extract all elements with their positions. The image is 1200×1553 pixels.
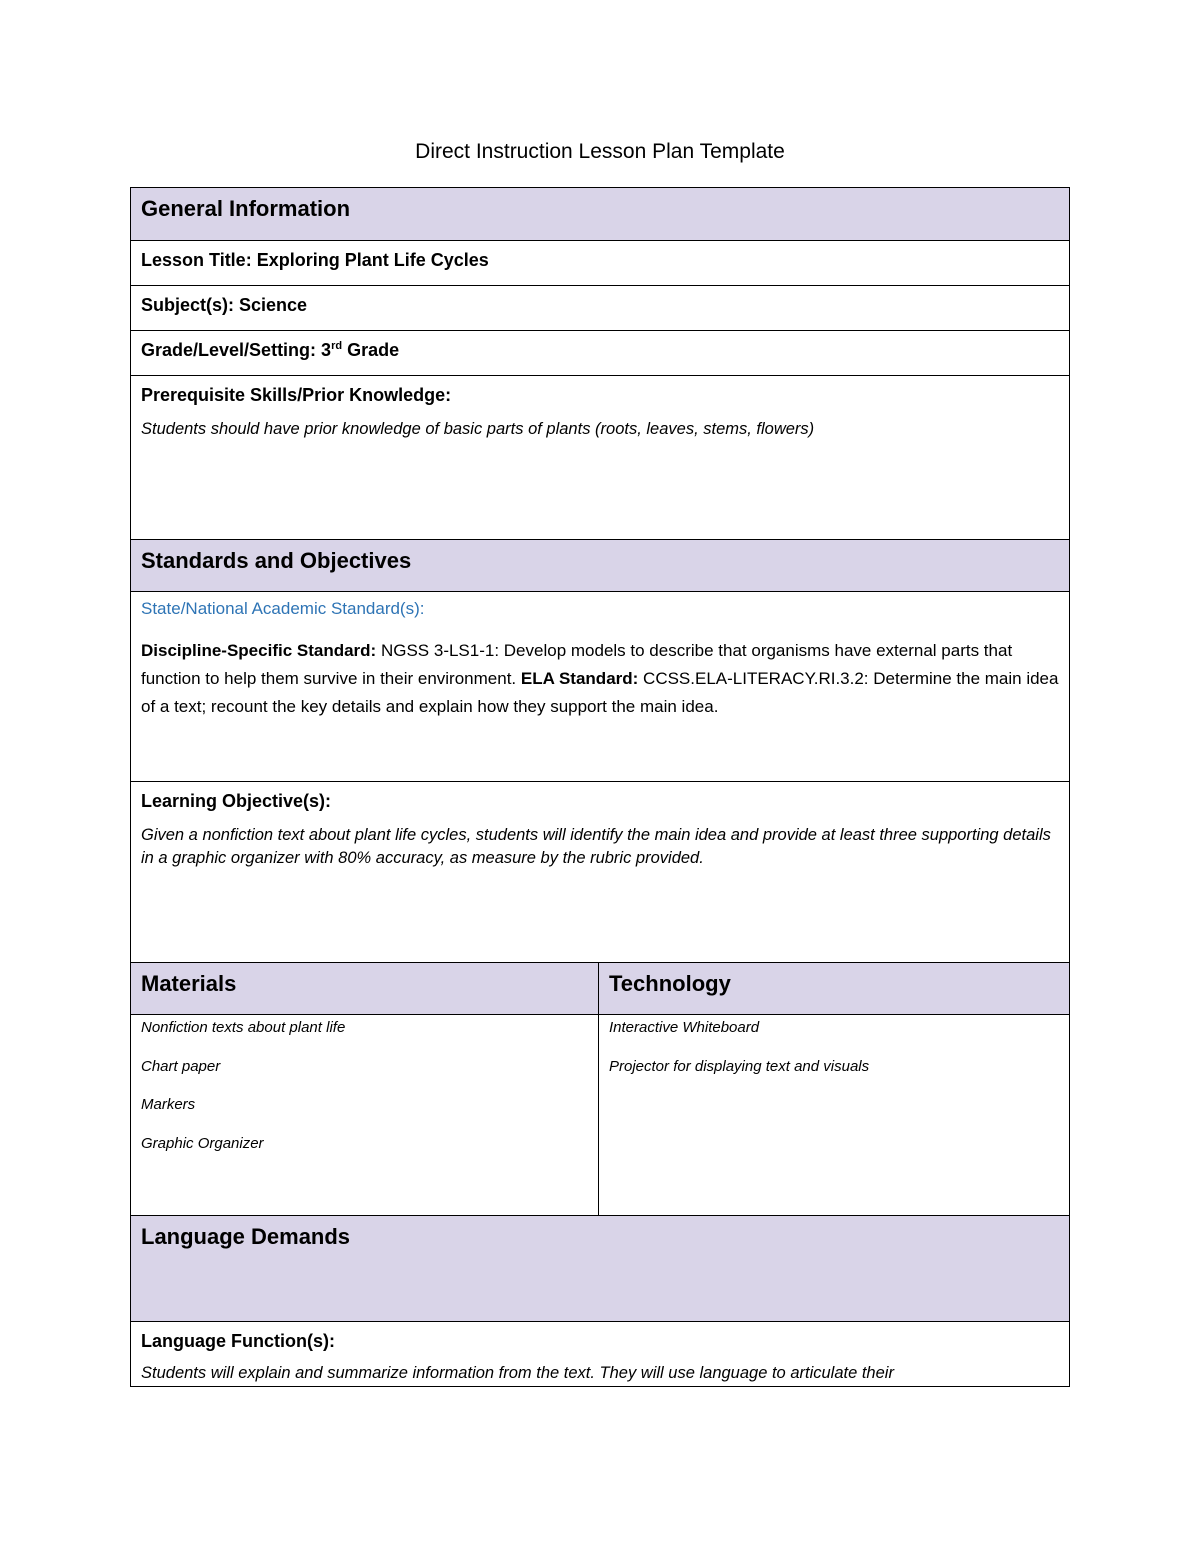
section-heading: General Information xyxy=(141,196,351,221)
list-item: Nonfiction texts about plant life xyxy=(141,1019,346,1036)
objective-text: Given a nonfiction text about plant life cycles, students will identify the main idea and provide at least three supporting details in a graphic organizer with 80% accuracy, as measure by the rubric provided. xyxy=(141,826,1051,867)
language-demands-header xyxy=(131,1216,1069,1322)
language-function-label: Language Function(s): xyxy=(141,1331,335,1351)
discipline-text: NGSS 3-LS1-1: Develop models to describe that organisms have external parts that function to help them survive in their environment. xyxy=(141,641,1013,688)
section-heading: Standards and Objectives xyxy=(141,548,412,573)
technology-list xyxy=(599,1015,1069,1094)
language-function-text: Students will explain and summarize information from the text. They will use language to articulate their xyxy=(141,1364,894,1382)
standards-objectives-header xyxy=(131,540,1069,592)
list-item: Markers xyxy=(141,1096,196,1113)
document-title: Direct Instruction Lesson Plan Template xyxy=(415,140,785,163)
lesson-title-row xyxy=(131,241,1069,286)
subjects: Subject(s): Science xyxy=(141,295,308,315)
general-information-header xyxy=(131,188,1069,241)
grade-ordinal: rd xyxy=(331,340,343,352)
state-standard-label: State/National Academic Standard(s): xyxy=(141,599,425,618)
section-heading: Language Demands xyxy=(141,1224,351,1249)
grade-row xyxy=(131,331,1069,376)
materials-heading: Materials xyxy=(141,971,237,996)
discipline-label: Discipline-Specific Standard: xyxy=(141,641,377,660)
ela-label: ELA Standard: xyxy=(520,669,639,688)
objective-label: Learning Objective(s): xyxy=(141,791,332,811)
list-item: Chart paper xyxy=(141,1057,221,1075)
lesson-title: Lesson Title: Exploring Plant Life Cycles xyxy=(141,250,489,270)
learning-objective-row xyxy=(131,782,1069,963)
materials-technology-row xyxy=(131,963,1069,1216)
list-item: Graphic Organizer xyxy=(141,1134,264,1152)
list-item: Interactive Whiteboard xyxy=(609,1019,760,1036)
prerequisite-text: Students should have prior knowledge of basic parts of plants (roots, leaves, stems, flowers) xyxy=(141,420,815,438)
materials-list xyxy=(131,1015,598,1171)
standards-text xyxy=(131,619,1069,721)
prerequisite-label: Prerequisite Skills/Prior Knowledge: xyxy=(141,385,452,405)
language-function-row xyxy=(131,1322,1069,1386)
materials-column xyxy=(131,963,599,1215)
list-item: Projector for displaying text and visuals xyxy=(609,1057,870,1075)
grade-suffix: Grade xyxy=(342,340,400,360)
grade-prefix: Grade/Level/Setting: 3 xyxy=(141,340,332,360)
materials-header xyxy=(131,963,598,1015)
technology-heading: Technology xyxy=(609,971,731,996)
technology-column xyxy=(599,963,1069,1215)
ela-text: CCSS.ELA-LITERACY.RI.3.2: Determine the main idea of a text; recount the key details and explain how they support the main idea. xyxy=(141,669,1059,716)
technology-header xyxy=(599,963,1069,1015)
lesson-plan-table xyxy=(130,187,1070,1387)
standards-row xyxy=(131,592,1069,782)
grade-level-setting xyxy=(131,331,1069,361)
subjects-row xyxy=(131,286,1069,331)
prerequisite-row xyxy=(131,376,1069,540)
